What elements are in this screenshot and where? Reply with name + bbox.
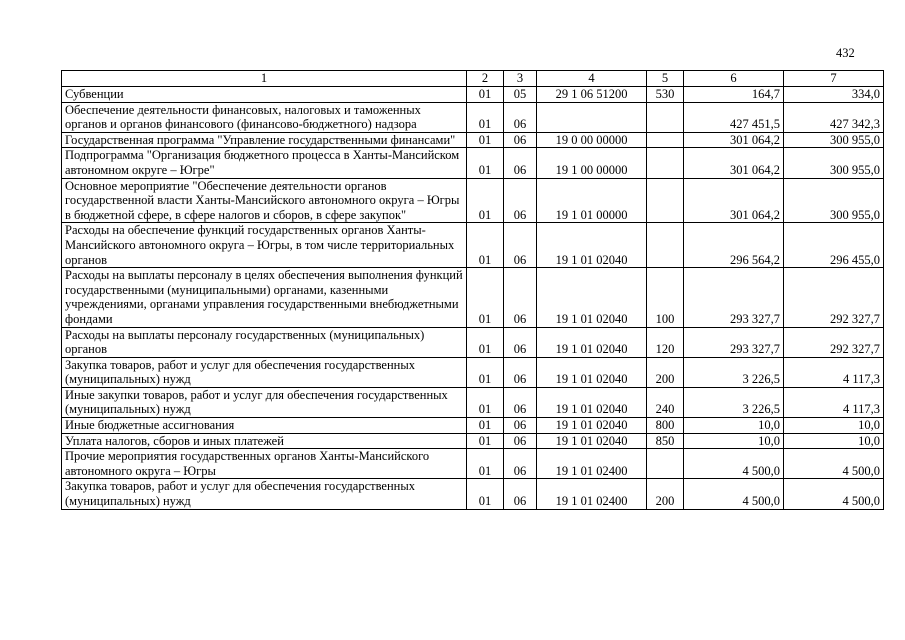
expense-type-cell: 240 (647, 387, 684, 417)
amount-year1-cell: 427 451,5 (684, 102, 784, 132)
column-header: 4 (537, 71, 647, 87)
table-row (62, 387, 884, 417)
table-row (62, 268, 884, 327)
subsection-cell: 06 (504, 433, 537, 449)
table-row (62, 132, 884, 148)
section-cell: 01 (467, 132, 504, 148)
table-row (62, 87, 884, 103)
row-name-cell: Подпрограмма "Организация бюджетного процесса в Ханты-Мансийском автономном округе – Югре" (62, 148, 467, 178)
amount-year1-cell: 301 064,2 (684, 178, 784, 223)
row-name-cell: Иные бюджетные ассигнования (62, 418, 467, 434)
target-article-cell: 19 1 01 02040 (537, 223, 647, 268)
expense-type-cell: 850 (647, 433, 684, 449)
expense-type-cell (647, 132, 684, 148)
table-row (62, 223, 884, 268)
expense-type-cell: 120 (647, 327, 684, 357)
row-name-cell: Основное мероприятие "Обеспечение деятельности органов государственной власти Ханты-Мансийского автономного округа – Югры в бюджетной сфере, в сфере налогов и сборов, в сфере закупок" (62, 178, 467, 223)
section-cell: 01 (467, 357, 504, 387)
amount-year1-cell: 293 327,7 (684, 327, 784, 357)
row-name-cell: Иные закупки товаров, работ и услуг для обеспечения государственных (муниципальных) нужд (62, 387, 467, 417)
row-name-cell: Обеспечение деятельности финансовых, налоговых и таможенных органов и органов финансового (финансово-бюджетного) надзора (62, 102, 467, 132)
amount-year2-cell: 4 117,3 (784, 357, 884, 387)
target-article-cell: 19 1 00 00000 (537, 148, 647, 178)
row-name-cell: Закупка товаров, работ и услуг для обеспечения государственных (муниципальных) нужд (62, 479, 467, 509)
subsection-cell: 06 (504, 357, 537, 387)
column-header: 3 (504, 71, 537, 87)
table-row (62, 357, 884, 387)
amount-year2-cell: 4 117,3 (784, 387, 884, 417)
amount-year1-cell: 164,7 (684, 87, 784, 103)
amount-year2-cell: 300 955,0 (784, 148, 884, 178)
target-article-cell: 19 1 01 02040 (537, 418, 647, 434)
expense-type-cell: 800 (647, 418, 684, 434)
subsection-cell: 06 (504, 268, 537, 327)
budget-table (61, 70, 884, 510)
amount-year1-cell: 4 500,0 (684, 479, 784, 509)
table-row (62, 148, 884, 178)
row-name-cell: Закупка товаров, работ и услуг для обеспечения государственных (муниципальных) нужд (62, 357, 467, 387)
amount-year2-cell: 10,0 (784, 433, 884, 449)
section-cell: 01 (467, 479, 504, 509)
target-article-cell (537, 102, 647, 132)
amount-year2-cell: 300 955,0 (784, 178, 884, 223)
expense-type-cell (647, 148, 684, 178)
column-header: 2 (467, 71, 504, 87)
table-row (62, 418, 884, 434)
expense-type-cell (647, 102, 684, 132)
expense-type-cell: 200 (647, 357, 684, 387)
column-header: 1 (62, 71, 467, 87)
section-cell: 01 (467, 268, 504, 327)
column-header: 6 (684, 71, 784, 87)
amount-year2-cell: 334,0 (784, 87, 884, 103)
amount-year1-cell: 301 064,2 (684, 132, 784, 148)
target-article-cell: 19 1 01 02040 (537, 433, 647, 449)
amount-year1-cell: 293 327,7 (684, 268, 784, 327)
table-row (62, 449, 884, 479)
amount-year1-cell: 10,0 (684, 433, 784, 449)
target-article-cell: 29 1 06 51200 (537, 87, 647, 103)
column-header: 7 (784, 71, 884, 87)
subsection-cell: 06 (504, 327, 537, 357)
subsection-cell: 05 (504, 87, 537, 103)
section-cell: 01 (467, 102, 504, 132)
subsection-cell: 06 (504, 449, 537, 479)
amount-year2-cell: 427 342,3 (784, 102, 884, 132)
table-row (62, 479, 884, 509)
amount-year2-cell: 296 455,0 (784, 223, 884, 268)
subsection-cell: 06 (504, 132, 537, 148)
amount-year2-cell: 10,0 (784, 418, 884, 434)
table-row (62, 102, 884, 132)
section-cell: 01 (467, 223, 504, 268)
row-name-cell: Расходы на выплаты персоналу государственных (муниципальных) органов (62, 327, 467, 357)
section-cell: 01 (467, 87, 504, 103)
amount-year2-cell: 4 500,0 (784, 479, 884, 509)
table-row (62, 178, 884, 223)
expense-type-cell: 100 (647, 268, 684, 327)
amount-year2-cell: 292 327,7 (784, 327, 884, 357)
amount-year2-cell: 4 500,0 (784, 449, 884, 479)
section-cell: 01 (467, 449, 504, 479)
subsection-cell: 06 (504, 178, 537, 223)
amount-year2-cell: 300 955,0 (784, 132, 884, 148)
target-article-cell: 19 1 01 02040 (537, 357, 647, 387)
subsection-cell: 06 (504, 148, 537, 178)
subsection-cell: 06 (504, 102, 537, 132)
target-article-cell: 19 1 01 02040 (537, 387, 647, 417)
expense-type-cell (647, 223, 684, 268)
amount-year1-cell: 296 564,2 (684, 223, 784, 268)
column-header: 5 (647, 71, 684, 87)
row-name-cell: Уплата налогов, сборов и иных платежей (62, 433, 467, 449)
target-article-cell: 19 1 01 02400 (537, 449, 647, 479)
amount-year1-cell: 3 226,5 (684, 357, 784, 387)
row-name-cell: Государственная программа "Управление государственными финансами" (62, 132, 467, 148)
table-row (62, 327, 884, 357)
row-name-cell: Расходы на выплаты персоналу в целях обеспечения выполнения функций государственными (муниципальными) органами, казенными учреждениями, органами управления государственными внебюджетными фондами (62, 268, 467, 327)
row-name-cell: Субвенции (62, 87, 467, 103)
section-cell: 01 (467, 327, 504, 357)
target-article-cell: 19 1 01 00000 (537, 178, 647, 223)
section-cell: 01 (467, 418, 504, 434)
subsection-cell: 06 (504, 479, 537, 509)
row-name-cell: Расходы на обеспечение функций государственных органов Ханты-Мансийского автономного округа – Югры, в том числе территориальных органов (62, 223, 467, 268)
section-cell: 01 (467, 387, 504, 417)
subsection-cell: 06 (504, 223, 537, 268)
table-header-row (62, 71, 884, 87)
target-article-cell: 19 1 01 02040 (537, 268, 647, 327)
section-cell: 01 (467, 433, 504, 449)
amount-year1-cell: 10,0 (684, 418, 784, 434)
expense-type-cell (647, 449, 684, 479)
section-cell: 01 (467, 178, 504, 223)
page-number: 432 (836, 46, 855, 60)
amount-year2-cell: 292 327,7 (784, 268, 884, 327)
section-cell: 01 (467, 148, 504, 178)
row-name-cell: Прочие мероприятия государственных органов Ханты-Мансийского автономного округа – Югры (62, 449, 467, 479)
target-article-cell: 19 1 01 02400 (537, 479, 647, 509)
table-row (62, 433, 884, 449)
amount-year1-cell: 4 500,0 (684, 449, 784, 479)
target-article-cell: 19 0 00 00000 (537, 132, 647, 148)
expense-type-cell: 200 (647, 479, 684, 509)
subsection-cell: 06 (504, 387, 537, 417)
amount-year1-cell: 3 226,5 (684, 387, 784, 417)
expense-type-cell: 530 (647, 87, 684, 103)
target-article-cell: 19 1 01 02040 (537, 327, 647, 357)
subsection-cell: 06 (504, 418, 537, 434)
amount-year1-cell: 301 064,2 (684, 148, 784, 178)
expense-type-cell (647, 178, 684, 223)
